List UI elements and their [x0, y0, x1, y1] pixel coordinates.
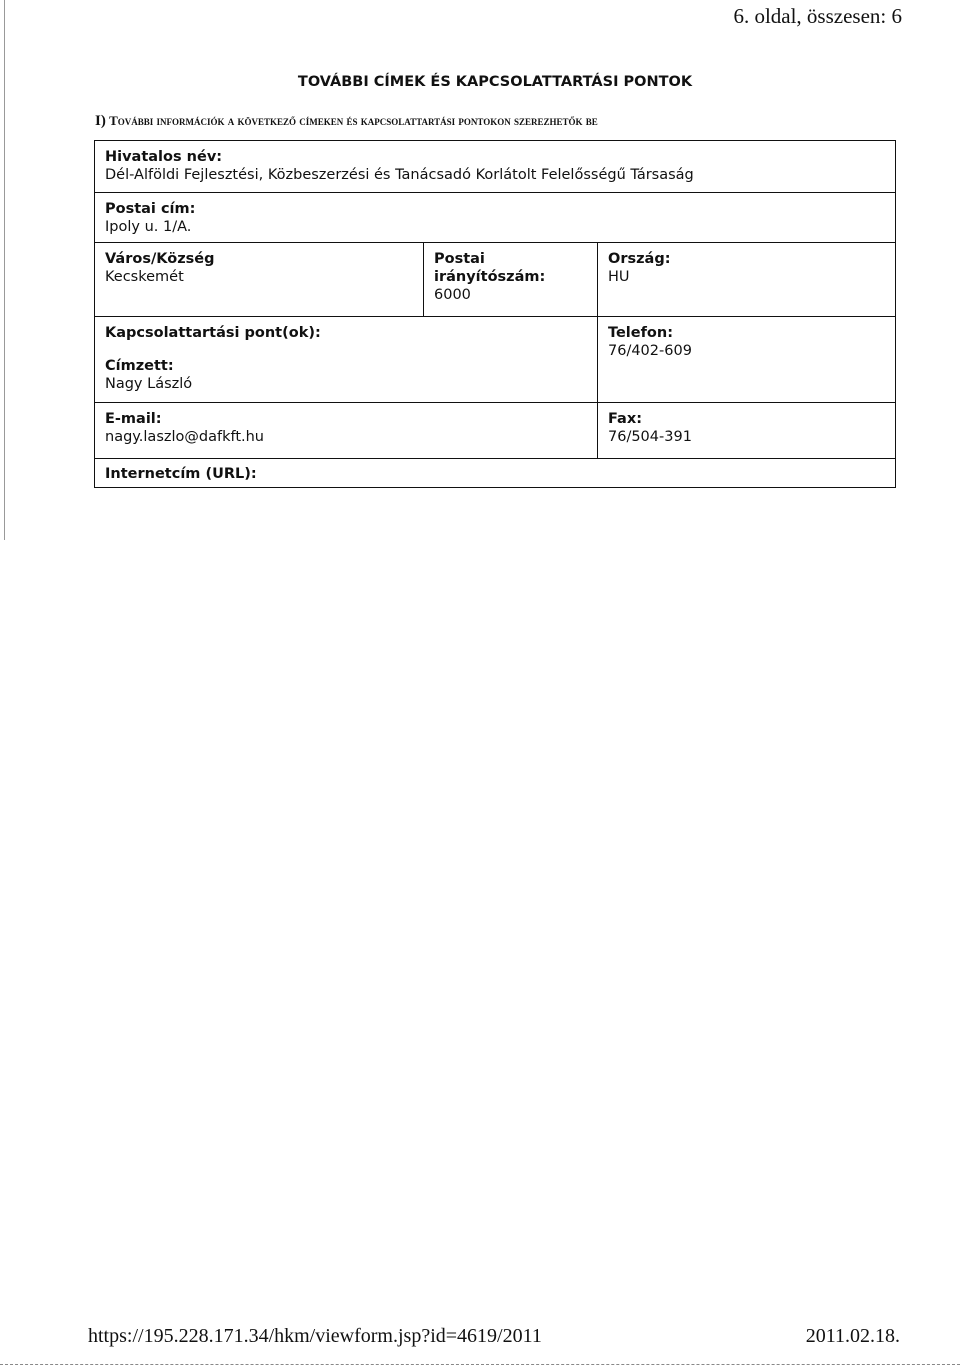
fax-cell — [598, 403, 895, 458]
addressee-value: Nagy László — [105, 376, 193, 392]
country-cell — [598, 243, 895, 316]
section-title — [95, 113, 598, 130]
official-name-row — [95, 141, 895, 193]
section-text: További információk a következő címeken és kapcsolattartási pontokon szerezhetők be — [109, 113, 598, 128]
contact-points-label: Kapcsolattartási pont(ok): — [105, 325, 321, 341]
footer-url: https://195.228.171.34/hkm/viewform.jsp?id=4619/2011 — [88, 1325, 542, 1347]
postal-address-row — [95, 193, 895, 243]
postal-address-label: Postai cím: — [105, 201, 196, 217]
addressee-label: Címzett: — [105, 358, 174, 374]
postal-code-label-1: Postai — [434, 251, 485, 267]
page-number: 6. oldal, összesen: 6 — [733, 4, 902, 28]
phone-cell — [598, 317, 895, 402]
footer-date: 2011.02.18. — [805, 1325, 900, 1347]
official-name-label: Hivatalos név: — [105, 149, 223, 165]
postal-code-label-2: irányítószám: — [434, 269, 546, 285]
email-cell — [95, 403, 598, 458]
city-value: Kecskemét — [105, 269, 184, 285]
contact-row — [95, 317, 895, 403]
email-value: nagy.laszlo@dafkft.hu — [105, 429, 264, 445]
fax-value: 76/504-391 — [608, 429, 692, 445]
country-value: HU — [608, 269, 630, 285]
postal-code-cell — [424, 243, 598, 316]
main-title: TOVÁBBI CÍMEK ÉS KAPCSOLATTARTÁSI PONTOK — [297, 74, 693, 90]
city-label: Város/Község — [105, 251, 215, 267]
internet-row — [95, 459, 895, 489]
phone-value: 76/402-609 — [608, 343, 692, 359]
phone-label: Telefon: — [608, 325, 673, 341]
official-name-value: Dél-Alföldi Fejlesztési, Közbeszerzési és Tanácsadó Korlátolt Felelősségű Társaság — [105, 167, 694, 183]
postal-code-value: 6000 — [434, 287, 471, 303]
section-roman: I) — [95, 113, 106, 129]
postal-address-value: Ipoly u. 1/A. — [105, 219, 192, 235]
city-cell — [95, 243, 424, 316]
bottom-rule — [0, 1364, 960, 1366]
internet-label: Internetcím (URL): — [105, 466, 257, 482]
city-row — [95, 243, 895, 317]
email-label: E-mail: — [105, 411, 162, 427]
email-row — [95, 403, 895, 459]
contact-form — [94, 140, 896, 488]
fax-label: Fax: — [608, 411, 642, 427]
contact-cell — [95, 317, 598, 402]
country-label: Ország: — [608, 251, 671, 267]
